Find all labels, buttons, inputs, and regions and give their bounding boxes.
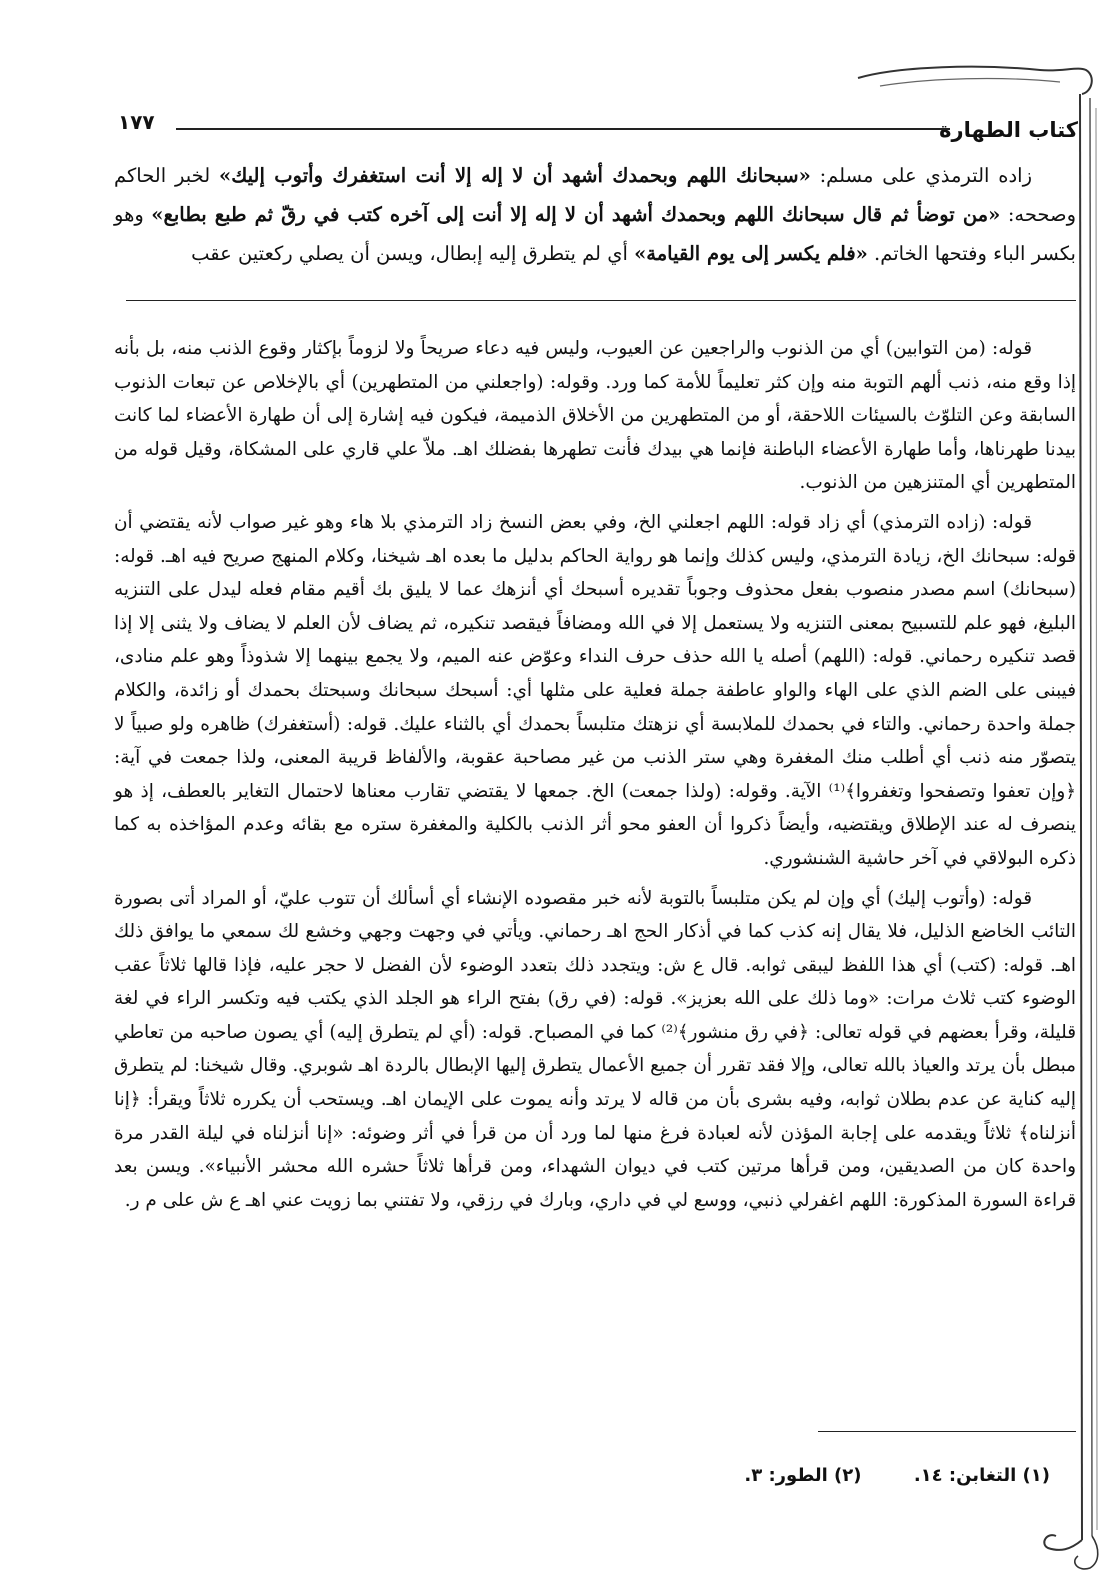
main-text-segment: لخبر الحاكم وصححه: xyxy=(114,164,1076,226)
main-text-segment: أي لم يتطرق إليه إبطال، ويسن أن يصلي ركعتين عقب xyxy=(191,242,635,265)
running-title: كتاب الطهارة xyxy=(939,118,1078,142)
main-text-segment: زاده الترمذي على مسلم: xyxy=(810,164,1032,187)
commentary-paragraph: قوله: (وأتوب إليك) أي وإن لم يكن متلبساً بالتوبة لأنه خبر مقصوده الإنشاء أي أسألك أن تتوب عليّ، أو المراد أتى بصورة التائب الخاضع الذليل، فلا يقال إنه كذب كما في أذكار الحج اهـ رحماني. ويأتي في وجهت وجهي وخشع لك سمعي ما يوافق ذلك اهـ. قوله: (كتب) أي هذا اللفظ ليبقى ثوابه. قال ع ش: ويتجدد ذلك بتعدد الوضوء لأن الفضل لا حجر عليه، فإذا قالها ثلاثاً عقب الوضوء كتب ثلاث مرات: «وما ذلك على الله بعزيز». قوله: (في رق) بفتح الراء هو الجلد الذي يكتب فيه وتكسر الراء في لغة قليلة، وقرأ بعضهم في قوله تعالى: ﴿في رق منشور﴾⁽²⁾ كما في المصباح. قوله: (أي لم يتطرق إليه) أي يصون صاحبه من تعاطي مبطل بأن يرتد والعياذ بالله تعالى، وإلا فقد تقرر أن جميع الأعمال يتطرق إليها الإبطال بالردة اهـ شوبري. وقال شيخنا: لم يتطرق إليه كناية عن عدم بطلان ثوابه، وفيه بشرى بأن من قاله لا يرتد وأنه يموت على الإيمان اهـ. ويستحب أن يكرره ثلاثاً ويقرأ: ﴿إنا أنزلناه﴾ ثلاثاً ويقدمه على إجابة المؤذن لأنه لعبادة فرغ منها لما ورد أن من قرأ في أثر وضوئه: «إنا أنزلناه في ليلة القدر مرة واحدة كان من الصديقين، ومن قرأها مرتين كتب في ديوان الشهداء، ومن قرأها ثلاثاً حشره الله محشر الأنبياء». ويسن بعد قراءة السورة المذكورة: اللهم اغفرلي ذنبي، ووسع لي في داري، وبارك في رزقي، ولا تفتني بما زويت عني اهـ ع ش على م ر. xyxy=(114,887,1076,1211)
section-divider xyxy=(126,300,1076,301)
page-header xyxy=(118,102,1078,142)
footnotes xyxy=(430,1465,1050,1486)
commentary-paragraph: قوله: (من التوابين) أي من الذنوب والراجعين عن العيوب، وليس فيه دعاء صريحاً ولا لزوماً بإكثار وقوع الذنب منه، بل بأنه إذا وقع منه، ذنب ألهم التوبة منه وإن كثر تعليماً للأمة كما ورد. وقوله: (واجعلني من المتطهرين) أي بالإخلاص عن تبعات الذنوب السابقة وعن التلوّث بالسيئات اللاحقة، أو من المتطهرين من الأخلاق الذميمة، فيكون فيه إشارة إلى أن طهارة الأعضاء لما كانت بيدنا طهرناها، وأما طهارة الأعضاء الباطنة فإنما هي بيدك فأنت تطهرها بفضلك اهـ. ملاّ علي قاري على المشكاة، وقيل قوله من المتطهرين أي المتنزهين من الذنوب. xyxy=(114,338,1076,494)
main-text-quote: «سبحانك اللهم وبحمدك أشهد أن لا إله إلا أنت استغفرك وأتوب إليك» xyxy=(219,164,811,187)
main-text-quote: «من توضأ ثم قال سبحانك اللهم وبحمدك أشهد أن لا إله إلا أنت إلى آخره كتب في رقّ ثم طبع بطابع» xyxy=(151,203,1001,226)
page-number: ١٧٧ xyxy=(118,110,155,134)
footnote-rule xyxy=(818,1431,1076,1432)
main-text-paragraph xyxy=(114,156,1076,273)
footnote-1: (١) التغابن: ١٤. xyxy=(913,1465,1050,1486)
commentary-paragraph: قوله: (زاده الترمذي) أي زاد قوله: اللهم اجعلني الخ، وفي بعض النسخ زاد الترمذي بلا هاء وهو غير صواب لأنه يقتضي أن قوله: سبحانك الخ، زيادة الترمذي، وليس كذلك وإنما هو رواية الحاكم بدليل ما بعده اهـ شيخنا، وكلام المنهج صريح فيه اهـ. قوله: (سبحانك) اسم مصدر منصوب بفعل محذوف وجوباً تقديره أسبحك أي أنزهك عما لا يليق بك أقيم مقام فعله ليدل على التنزيه البليغ، فهو علم للتسبيح بمعنى التنزيه ولا يستعمل إلا في الله ومضافاً فيقصد تنكيره، ثم يضاف لأن العلم لا يضاف ولا يثنى إلا إذا قصد تنكيره رحماني. قوله: (اللهم) أصله يا الله حذف حرف النداء وعوّض عنه الميم، ولا يجمع بينهما إلا شذوذاً وهو علم منادى، فيبنى على الضم الذي على الهاء والواو عاطفة جملة فعلية على مثلها أي: أسبحك سبحانك وسبحتك بحمدك أو زائدة، والكلام جملة واحدة رحماني. والتاء في بحمدك للملابسة أي نزهتك متلبساً بحمدك أي بالثناء عليك. قوله: (أستغفرك) ظاهره ولو صبياً لا يتصوّر منه ذنب أي أطلب منك المغفرة وهي ستر الذنب من غير مصاحبة عقوبة، والألفاظ قريبة المعنى، ولذا جمعت في آية: ﴿وإن تعفوا وتصفحوا وتغفروا﴾⁽¹⁾ الآية. وقوله: (ولذا جمعت) الخ. جمعها لا يقتضي تقارب معناها لاحتمال التغاير بالعطف، إذ هو ينصرف له عند الإطلاق ويقتضيه، وأيضاً ذكروا أن العفو محو أثر الذنب بالكلية والمغفرة ستره مع بقائه وعدم المؤاخذه به كما ذكره البولاقي في آخر حاشية الشنشوري. xyxy=(114,511,1076,869)
header-rule xyxy=(176,128,950,130)
main-text xyxy=(114,156,1076,273)
main-text-quote: «فلم يكسر إلى يوم القيامة» xyxy=(634,242,868,265)
footnote-2: (٢) الطور: ٣. xyxy=(744,1465,862,1486)
commentary xyxy=(114,332,1076,1223)
main-text-segment: وهو بكسر الباء وفتحها الخاتم. xyxy=(114,203,1076,265)
